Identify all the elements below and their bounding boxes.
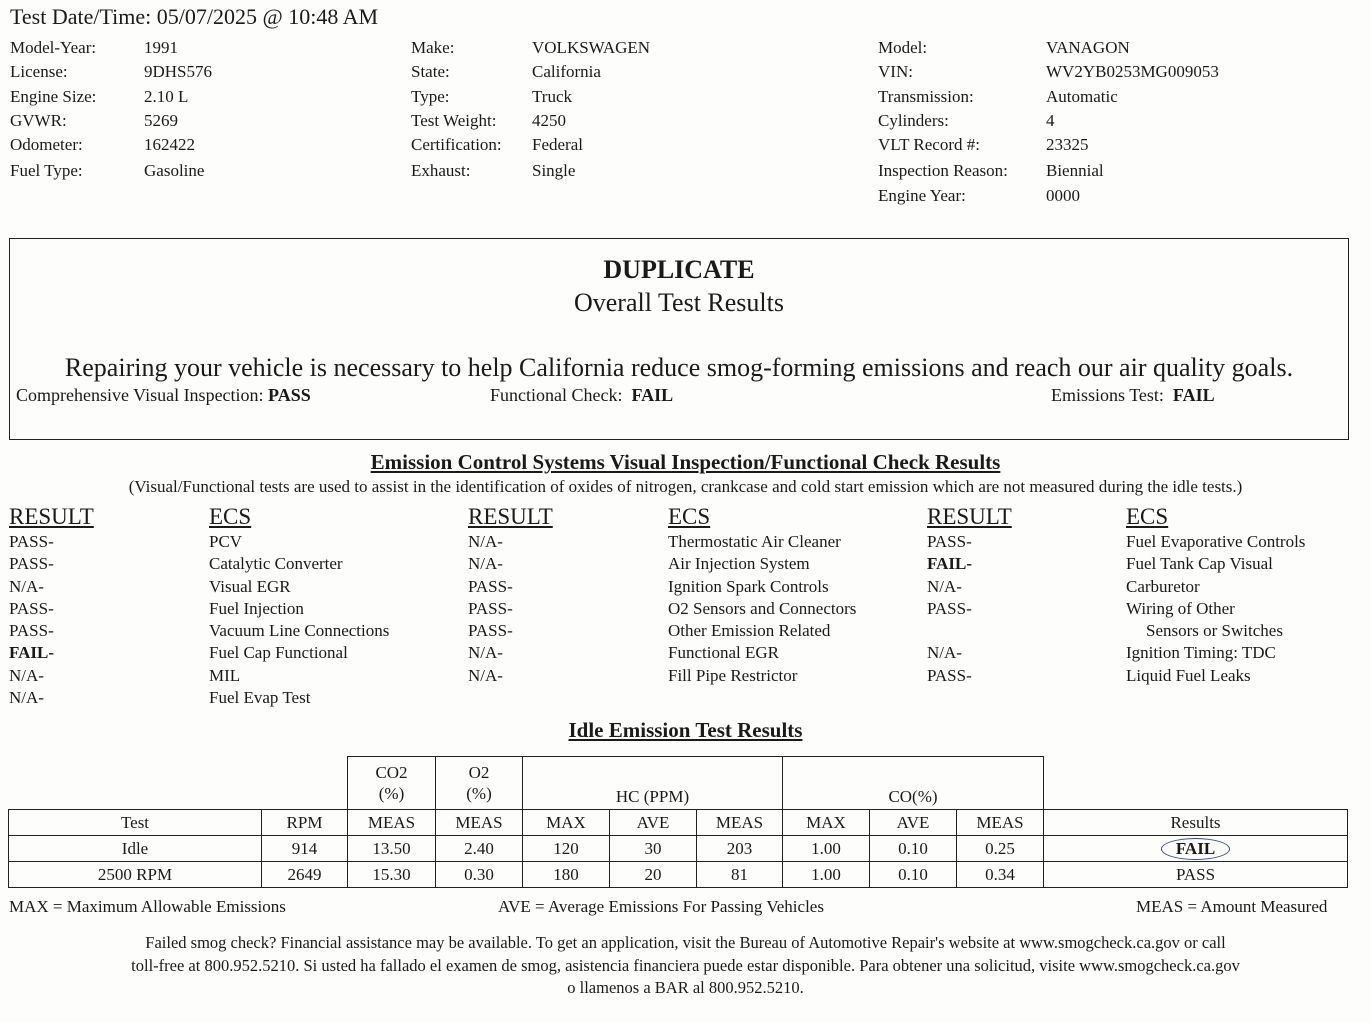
ecs-item: Visual EGR <box>209 576 291 596</box>
value-make: VOLKSWAGEN <box>532 38 651 57</box>
o2-unit: (%) <box>466 784 492 803</box>
ecs-item: Thermostatic Air Cleaner <box>668 532 841 551</box>
col-header-rpm: RPM <box>262 810 348 836</box>
ecs-item: MIL <box>209 665 241 685</box>
ecs-item: Liquid Fuel Leaks <box>1126 665 1251 685</box>
result-fail-circled: FAIL <box>1161 838 1230 860</box>
ecs-section-title: Emission Control Systems Visual Inspection/Functional Check Results <box>370 450 1001 474</box>
visual-inspection-value: PASS <box>268 385 311 405</box>
cell-o2-meas: 2.40 <box>436 836 523 862</box>
ecs-result: N/A- <box>927 643 962 663</box>
col-header-o2-meas: MEAS <box>436 810 523 836</box>
ecs-item: Fuel Injection <box>209 598 304 618</box>
value-certification: Federal <box>532 135 583 154</box>
cell-result <box>1044 836 1348 862</box>
overall-results-title: Overall Test Results <box>573 288 784 317</box>
duplicate-label: DUPLICATE <box>603 255 755 284</box>
visual-inspection-label: Comprehensive Visual Inspection: <box>16 385 264 405</box>
ecs-item: Catalytic Converter <box>209 554 343 574</box>
col-header-hc-meas: MEAS <box>697 810 783 836</box>
label-vlt-record: VLT Record #: <box>878 135 980 154</box>
ecs-item: Fuel Tank Cap Visual <box>1126 554 1273 574</box>
hc-header: HC (PPM) <box>523 757 783 810</box>
value-type: Truck <box>532 87 572 106</box>
ecs-result-fail: FAIL- <box>927 554 973 574</box>
ecs-result: PASS- <box>927 532 972 551</box>
cell-hc-meas: 81 <box>697 862 783 888</box>
legend-meas: MEAS = Amount Measured <box>1136 897 1328 916</box>
value-fuel-type: Gasoline <box>144 161 205 180</box>
ecs-item: Vacuum Line Connections <box>209 621 390 641</box>
cell-co2-meas: 15.30 <box>348 862 436 888</box>
result-header-1: RESULT <box>9 504 94 529</box>
value-test-weight: 4250 <box>532 111 566 130</box>
ecs-group1-items <box>209 531 389 709</box>
test-datetime: Test Date/Time: 05/07/2025 @ 10:48 AM <box>10 4 379 29</box>
ecs-section-subtitle: (Visual/Functional tests are used to assist in the identification of oxides of nitrogen, crankcase and cold start emission which are not measured during the idle tests.) <box>128 477 1243 496</box>
cell-hc-ave: 30 <box>610 836 697 862</box>
value-exhaust: Single <box>532 161 576 180</box>
co-header: CO(%) <box>783 757 1044 810</box>
ecs-result: PASS- <box>927 665 972 685</box>
functional-check-value: FAIL <box>631 385 674 405</box>
footer-line-1: Failed smog check? Financial assistance may be available. To get an application, visit the Bureau of Automotive Repair's website at www.smogcheck.ca.gov or call <box>145 933 1226 952</box>
ecs-result: N/A- <box>468 665 503 685</box>
ecs-item: Carburetor <box>1126 576 1200 596</box>
repair-message: Repairing your vehicle is necessary to help California reduce smog-forming emissions and reach our air quality goals. <box>64 353 1294 382</box>
label-vin: VIN: <box>878 62 913 81</box>
cell-hc-max: 180 <box>523 862 610 888</box>
value-model: VANAGON <box>1046 38 1130 57</box>
result-header-3: RESULT <box>927 504 1012 529</box>
cell-rpm: 914 <box>262 836 348 862</box>
cell-result: PASS <box>1044 862 1348 888</box>
functional-check-label: Functional Check: <box>490 385 623 405</box>
ecs-item: Fuel Cap Functional <box>209 643 348 663</box>
label-type: Type: <box>411 87 450 106</box>
ecs-result: PASS- <box>468 576 513 596</box>
cell-hc-max: 120 <box>523 836 610 862</box>
ecs-item: Fuel Evaporative Controls <box>1126 532 1306 551</box>
value-vlt-record: 23325 <box>1046 135 1089 154</box>
functional-check-result <box>490 385 673 406</box>
value-license: 9DHS576 <box>144 62 213 81</box>
table-row <box>9 836 1348 862</box>
cell-co-meas: 0.34 <box>957 862 1044 888</box>
ecs-group2-items <box>668 531 856 687</box>
col-header-co-ave: AVE <box>870 810 957 836</box>
idle-column-header-row <box>9 810 1348 836</box>
ecs-result: PASS- <box>927 598 972 618</box>
label-odometer: Odometer: <box>10 135 83 154</box>
cell-hc-meas: 203 <box>697 836 783 862</box>
table-row <box>9 862 1348 888</box>
cell-co-ave: 0.10 <box>870 836 957 862</box>
idle-results-table <box>8 756 1348 888</box>
col-header-test: Test <box>9 810 262 836</box>
value-inspection-reason: Biennial <box>1046 161 1104 180</box>
ecs-result: PASS- <box>9 554 54 574</box>
cell-co-ave: 0.10 <box>870 862 957 888</box>
emissions-test-result <box>1051 385 1215 406</box>
ecs-item: Ignition Spark Controls <box>668 576 829 596</box>
ecs-item: Ignition Timing: TDC <box>1126 643 1276 663</box>
label-state: State: <box>411 62 450 81</box>
cell-co2-meas: 13.50 <box>348 836 436 862</box>
cell-co-meas: 0.25 <box>957 836 1044 862</box>
ecs-item: PCV <box>209 532 243 551</box>
idle-section-title: Idle Emission Test Results <box>568 718 803 742</box>
value-odometer: 162422 <box>144 135 195 154</box>
ecs-group3-items <box>1126 531 1305 687</box>
ecs-result: PASS- <box>9 621 54 641</box>
co2-label: CO2 <box>375 763 408 782</box>
col-header-hc-max: MAX <box>523 810 610 836</box>
ecs-result: N/A- <box>468 532 503 551</box>
col-header-co-max: MAX <box>783 810 870 836</box>
cell-hc-ave: 20 <box>610 862 697 888</box>
value-cylinders: 4 <box>1046 111 1055 130</box>
value-model-year: 1991 <box>144 38 178 57</box>
cell-co-max: 1.00 <box>783 836 870 862</box>
ecs-item: Sensors or Switches <box>1146 621 1283 641</box>
label-test-weight: Test Weight: <box>411 111 497 130</box>
ecs-result <box>927 620 972 642</box>
ecs-item: Air Injection System <box>668 554 810 574</box>
label-cylinders: Cylinders: <box>878 111 949 130</box>
ecs-result-fail: FAIL- <box>9 643 55 663</box>
cell-rpm: 2649 <box>262 862 348 888</box>
col-header-results: Results <box>1044 810 1348 836</box>
label-license: License: <box>10 62 68 81</box>
ecs-item: Fuel Evap Test <box>209 688 311 708</box>
ecs-result: N/A- <box>468 643 503 663</box>
ecs-group1-results <box>9 531 54 709</box>
label-exhaust: Exhaust: <box>411 161 471 180</box>
footer-line-2: toll-free at 800.952.5210. Si usted ha fallado el examen de smog, asistencia financiera puede estar disponible. Para obtener una solicitud, visite www.smogcheck.ca.gov <box>131 956 1240 975</box>
ecs-result: PASS- <box>468 598 513 618</box>
cell-test: 2500 RPM <box>9 862 262 888</box>
ecs-item: Functional EGR <box>668 643 779 663</box>
result-header-2: RESULT <box>468 504 553 529</box>
value-gvwr: 5269 <box>144 111 178 130</box>
ecs-item: O2 Sensors and Connectors <box>668 598 857 618</box>
ecs-result: N/A- <box>9 688 44 708</box>
ecs-result: N/A- <box>927 576 962 596</box>
value-vin: WV2YB0253MG009053 <box>1046 62 1219 81</box>
ecs-result: N/A- <box>9 576 44 596</box>
overall-results-box <box>9 238 1349 440</box>
ecs-group2-results <box>468 531 513 687</box>
ecs-item: Fill Pipe Restrictor <box>668 665 798 685</box>
ecs-result: N/A- <box>9 665 44 685</box>
value-engine-year: 0000 <box>1046 186 1080 205</box>
label-inspection-reason: Inspection Reason: <box>878 161 1008 180</box>
col-header-hc-ave: AVE <box>610 810 697 836</box>
emissions-test-value: FAIL <box>1172 385 1215 405</box>
label-engine-year: Engine Year: <box>878 186 966 205</box>
ecs-item: Wiring of Other <box>1126 598 1235 618</box>
legend-ave: AVE = Average Emissions For Passing Vehicles <box>498 897 824 916</box>
cell-o2-meas: 0.30 <box>436 862 523 888</box>
label-model-year: Model-Year: <box>10 38 97 57</box>
value-transmission: Automatic <box>1046 87 1118 106</box>
label-model: Model: <box>878 38 928 57</box>
co2-header <box>348 757 436 810</box>
ecs-header-3: ECS <box>1126 504 1169 529</box>
col-header-co-meas: MEAS <box>957 810 1044 836</box>
emissions-test-label: Emissions Test: <box>1051 385 1164 405</box>
ecs-result: N/A- <box>468 554 503 574</box>
label-transmission: Transmission: <box>878 87 974 106</box>
col-header-co2-meas: MEAS <box>348 810 436 836</box>
label-fuel-type: Fuel Type: <box>10 161 83 180</box>
label-engine-size: Engine Size: <box>10 87 97 106</box>
ecs-item: Other Emission Related <box>668 621 831 641</box>
ecs-group3-results <box>927 531 972 687</box>
value-state: California <box>532 62 601 81</box>
ecs-result: PASS- <box>9 598 54 618</box>
legend-max: MAX = Maximum Allowable Emissions <box>9 897 286 916</box>
cell-test: Idle <box>9 836 262 862</box>
label-make: Make: <box>411 38 455 57</box>
ecs-header-2: ECS <box>668 504 711 529</box>
cell-co-max: 1.00 <box>783 862 870 888</box>
co2-unit: (%) <box>378 784 405 803</box>
label-certification: Certification: <box>411 135 502 154</box>
value-engine-size: 2.10 L <box>144 87 189 106</box>
ecs-result: PASS- <box>9 532 54 551</box>
label-gvwr: GVWR: <box>10 111 67 130</box>
o2-label: O2 <box>468 763 490 782</box>
ecs-header-1: ECS <box>209 504 252 529</box>
ecs-result: PASS- <box>468 621 513 641</box>
visual-inspection-result <box>16 385 311 406</box>
idle-top-header-row <box>9 757 1348 810</box>
o2-header <box>436 757 523 810</box>
footer-line-3: o llamenos a BAR al 800.952.5210. <box>567 978 804 997</box>
